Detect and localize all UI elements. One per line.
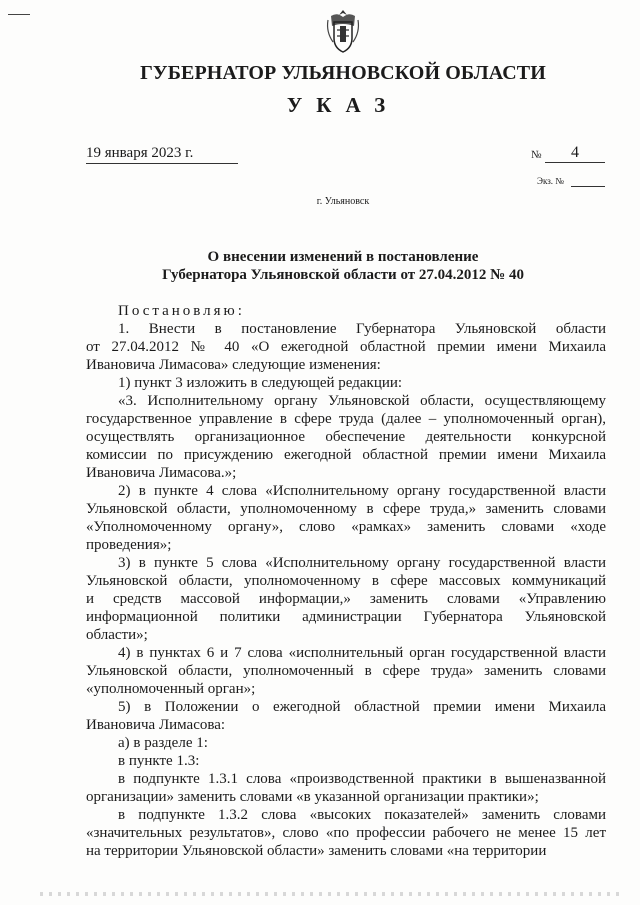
copy-number-line <box>571 186 605 187</box>
paragraph-line: информационной политики администрации Губернатора Ульяновской <box>86 609 606 625</box>
paragraph-line: государственное управление в сфере труда (далее – уполномоченный орган), <box>86 411 606 427</box>
corner-scan-mark <box>8 14 30 15</box>
paragraph-line: Ивановича Лимасова» следующие изменения: <box>86 357 381 373</box>
paragraph-line: «3. Исполнительному органу Ульяновской области, осуществляющему <box>118 393 606 409</box>
paragraph-line: осуществлять организационное обеспечение деятельности конкурсной <box>86 429 606 445</box>
coat-of-arms-icon <box>324 8 362 54</box>
paragraph-line: комиссии по присуждению ежегодной областной премии имени Михаила <box>86 447 606 463</box>
heading-line: Губернатора Ульяновской области от 27.04.2012 № 40 <box>162 267 524 283</box>
paragraph-line: Постановляю: <box>118 303 245 319</box>
paragraph-line: 1) пункт 3 изложить в следующей редакции: <box>118 375 403 391</box>
paragraph-line: организации» заменить словами «в указанной организации практики»; <box>86 789 539 805</box>
document-date: 19 января 2023 г. <box>86 145 238 164</box>
paragraph-line: 5) в Положении о ежегодной областной премии имени Михаила <box>118 699 606 715</box>
paragraph-line: в подпункте 1.3.2 слова «высоких показателей» заменить словами <box>118 807 606 823</box>
paragraph-line: в подпункте 1.3.1 слова «производственной практики в вышеназванной <box>118 771 606 787</box>
scan-artifact <box>40 892 620 896</box>
document-type: УКАЗ <box>286 93 400 117</box>
paragraph-line: «Уполномоченному органу», слово «рамках» заменить словами «ходе <box>86 519 606 535</box>
org-title: ГУБЕРНАТОР УЛЬЯНОВСКОЙ ОБЛАСТИ <box>140 62 546 84</box>
number-label: № <box>531 149 542 161</box>
paragraph-line: области»; <box>86 627 148 643</box>
paragraph-line: Ивановича Лимасова: <box>86 717 226 733</box>
paragraph-line: Ивановича Лимасова.»; <box>86 465 237 481</box>
paragraph-line: Ульяновской области, уполномоченному в сфере труда,» заменить словами <box>86 501 606 517</box>
paragraph-line: от 27.04.2012 № 40 «О ежегодной областной премии имени Михаила <box>86 339 606 355</box>
paragraph-line: и средств массовой информации,» заменить словами «Управлению <box>86 591 606 607</box>
paragraph-line: Ульяновской области, уполномоченному в сфере массовых коммуникаций <box>86 573 606 589</box>
paragraph-line: на территории Ульяновской области» заменить словами «на территории <box>86 843 547 859</box>
copy-number-label: Экз. № <box>537 176 564 186</box>
paragraph-line: 3) в пункте 5 слова «Исполнительному органу государственной власти <box>118 555 606 571</box>
document-heading <box>0 248 640 284</box>
document-body <box>86 302 606 860</box>
paragraph-line: а) в разделе 1: <box>118 735 208 751</box>
paragraph-line: 1. Внести в постановление Губернатора Ульяновской области <box>118 321 606 337</box>
paragraph-line: проведения»; <box>86 537 172 553</box>
paragraph-line: «значительных результатов», слово «по профессии рабочего не менее 15 лет <box>86 825 606 841</box>
city: г. Ульяновск <box>316 196 370 207</box>
paragraph-line: Ульяновской области, уполномоченный в сфере труда» заменить словами <box>86 663 606 679</box>
heading-line: О внесении изменений в постановление <box>207 249 479 265</box>
document-number: 4 <box>545 144 605 163</box>
paragraph-line: 2) в пункте 4 слова «Исполнительному органу государственной власти <box>118 483 606 499</box>
paragraph-line: «уполномоченный орган»; <box>86 681 256 697</box>
paragraph-line: в пункте 1.3: <box>118 753 200 769</box>
paragraph-line: 4) в пунктах 6 и 7 слова «исполнительный орган государственной власти <box>118 645 606 661</box>
